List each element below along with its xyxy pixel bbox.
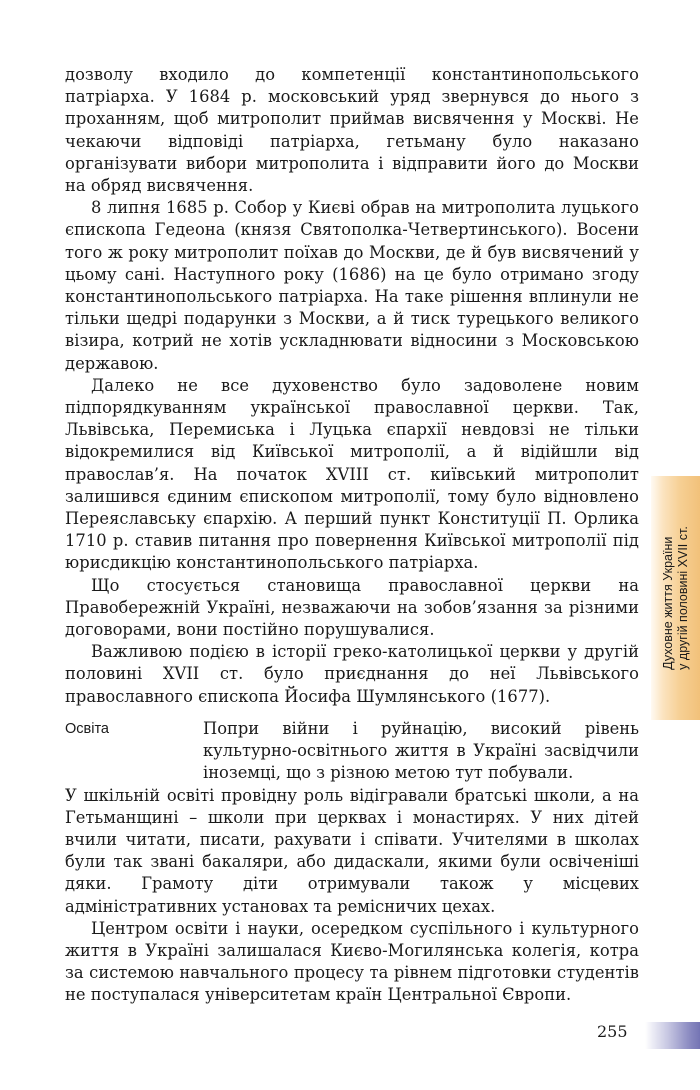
paragraph-2: 8 липня 1685 р. Собор у Києві обрав на митрополита луцького єпископа Гедеона (князя Святополка-Четвертинського). Восени того ж року митрополит поїхав до Москви, де й був висвячений у цьому сані. Наступного року (1686) на це було отримано згоду константинопольського патріарха. На таке рішення вплинули не тільки щедрі подарунки з Москви, а й тиск турецького великого візира, котрий не хотів ускладнювати відносини з Московською державою. (65, 198, 639, 373)
chapter-side-tab (651, 476, 700, 720)
page-body (65, 64, 639, 1007)
education-lead-text: Попри війни і руйнацію, високий рівень культурно-освітнього життя в Україні засвідчили іноземці, що з різною метою тут побували. (203, 718, 639, 783)
education-lead-paragraph (65, 718, 639, 918)
paragraph-4: Що стосується становища православної церкви на Правобережній Україні, незважаючи на зобов’язання за різними договорами, вони постійно порушувалися. (65, 575, 639, 640)
margin-note-education: Освіта (65, 720, 109, 737)
paragraph-1: дозволу входило до компетенції константинопольського патріарха. У 1684 р. московський уряд звернувся до нього з проханням, щоб митрополит приймав висвячення у Москві. Не чекаючи відповіді патріарха, гетьману було наказано організувати вибори митрополита і відправити його до Москви на обряд висвячення. (65, 65, 639, 196)
education-section (65, 718, 639, 1007)
page-number: 255 (597, 1022, 628, 1041)
education-continuation-text: У шкільній освіті провідну роль відігравали братські школи, а на Гетьманщині – школи при церквах і монастирях. У них дітей вчили читати, писати, рахувати і співати. Учителями в школах були так звані бакаляри, або дидаскали, якими були освіченіші дяки. Грамоту діти отримували також у місцевих адміністративних установах та ремісничих цехах. (65, 785, 639, 916)
paragraph-5: Важливою подією в історії греко-католицької церкви у другій половині XVII ст. було приєднання до неї Львівського православного єпископа Йосифа Шумлянського (1677). (65, 642, 639, 706)
education-closing-paragraph: Центром освіти і науки, осередком суспільного і культурного життя в Україні залишалася Києво-Могилянська колегія, котра за системою навчального процесу та рівнем підготовки студентів не поступалася університетам країн Центральної Європи. (65, 918, 639, 1005)
page-number-bar (645, 1022, 700, 1049)
chapter-title-line-1: Духовне життя України (660, 536, 675, 670)
chapter-side-tab-label (661, 526, 691, 670)
paragraph-3: Далеко не все духовенство було задоволене новим підпорядкуванням української православної церкви. Так, Львівська, Перемиська і Луцька єпархії невдовзі не тільки відокремилися від Київської митрополії, а й відійшли від православ’я. На початок XVIII ст. київський митрополит залишився єдиним єпископом митрополії, тому було відновлено Переяславську єпархію. А перший пункт Конституції П. Орлика 1710 р. ставив питання про повернення Київської митрополії під юрисдикцію константинопольського патріарха. (65, 375, 639, 573)
chapter-title-line-2: у другій половині XVII ст. (675, 526, 690, 670)
